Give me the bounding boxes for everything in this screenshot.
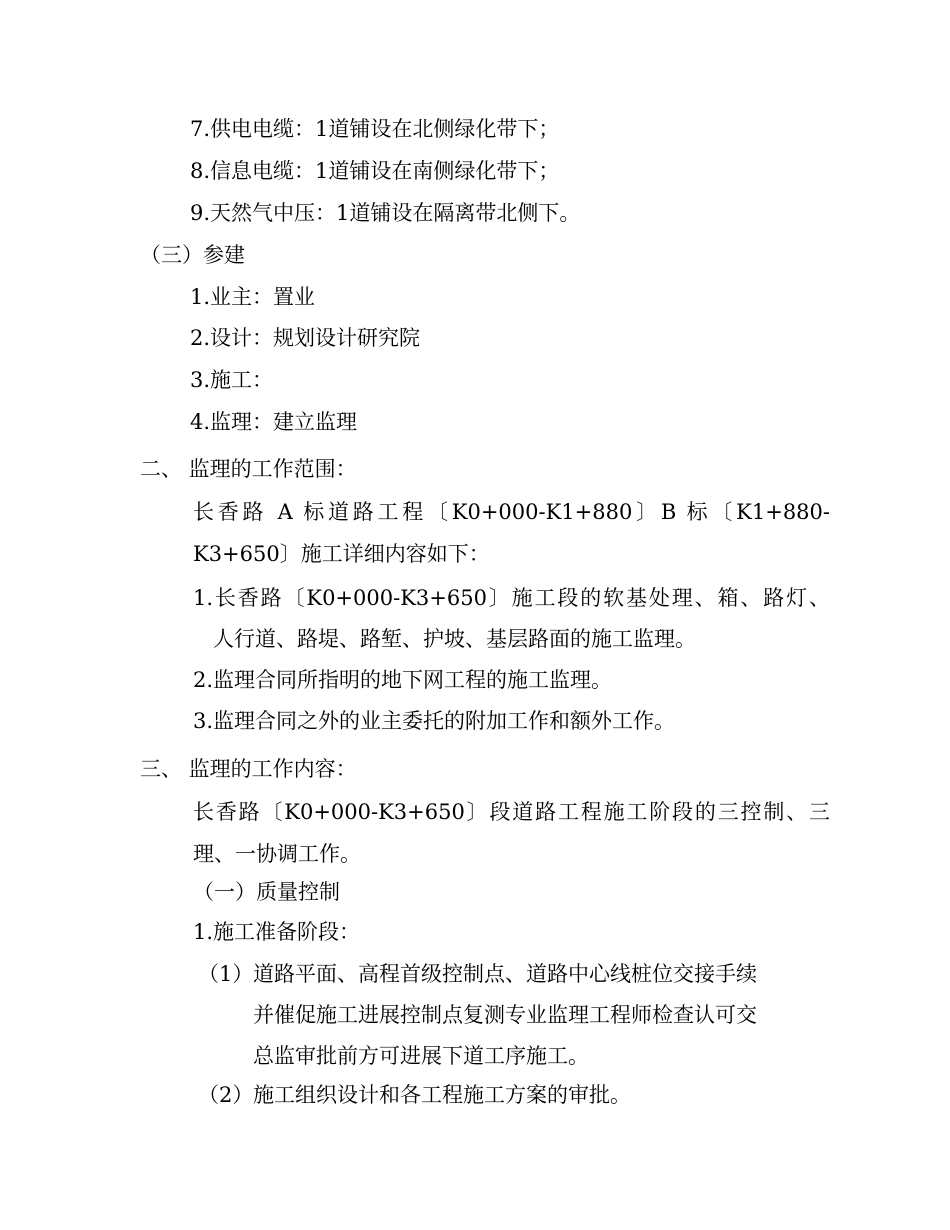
prep-stage-heading: 1.施工准备阶段： <box>193 920 361 944</box>
point-2-line-1: 施工组织设计和各工程施工方案的审批。 <box>253 1083 631 1107</box>
section-2-item-1-line-2: 人行道、路堤、路堑、护坡、基层路面的施工监理。 <box>213 627 696 651</box>
section-2-intro-line-2: K3+650〕施工详细内容如下： <box>193 542 490 566</box>
utility-item-7: 7.供电电缆：1道铺设在北侧绿化带下； <box>190 117 560 141</box>
section-3-intro-line-1: 长香路〔K0+000-K3+650〕段道路工程施工阶段的三控制、三 <box>193 800 830 824</box>
participant-construction: 3.施工： <box>190 368 274 392</box>
point-1-line-2: 并催促施工进展控制点复测专业监理工程师检查认可交 <box>253 1003 757 1027</box>
participant-supervision: 4.监理：建立监理 <box>190 410 358 434</box>
point-1-line-3: 总监审批前方可进展下道工序施工。 <box>253 1044 589 1068</box>
point-1-line-1: 道路平面、高程首级控制点、道路中心线桩位交接手续 <box>253 962 757 986</box>
section-3-intro-line-2: 理、一协调工作。 <box>193 842 361 866</box>
section-2-item-2: 2.监理合同所指明的地下网工程的施工监理。 <box>193 668 613 692</box>
participants-heading: （三）参建 <box>140 243 245 267</box>
point-1-number: （1） <box>198 962 254 986</box>
section-2-intro-line-1: 长香路 A 标道路工程〔K0+000-K1+880〕B 标〔K1+880- <box>193 500 830 524</box>
participant-owner: 1.业主：置业 <box>190 285 316 309</box>
section-2-item-1-line-1: 1.长香路〔K0+000-K3+650〕施工段的软基处理、箱、路灯、 <box>193 586 830 610</box>
section-3-heading: 三、 监理的工作内容： <box>140 757 357 781</box>
section-2-item-3: 3.监理合同之外的业主委托的附加工作和额外工作。 <box>193 709 676 733</box>
point-2-number: （2） <box>198 1083 254 1107</box>
section-2-heading: 二、 监理的工作范围： <box>140 457 357 481</box>
utility-item-8: 8.信息电缆：1道铺设在南侧绿化带下； <box>190 159 560 183</box>
quality-control-heading: （一）质量控制 <box>193 880 340 904</box>
participant-design: 2.设计：规划设计研究院 <box>190 326 421 350</box>
utility-item-9: 9.天然气中压：1道铺设在隔离带北侧下。 <box>190 201 581 225</box>
